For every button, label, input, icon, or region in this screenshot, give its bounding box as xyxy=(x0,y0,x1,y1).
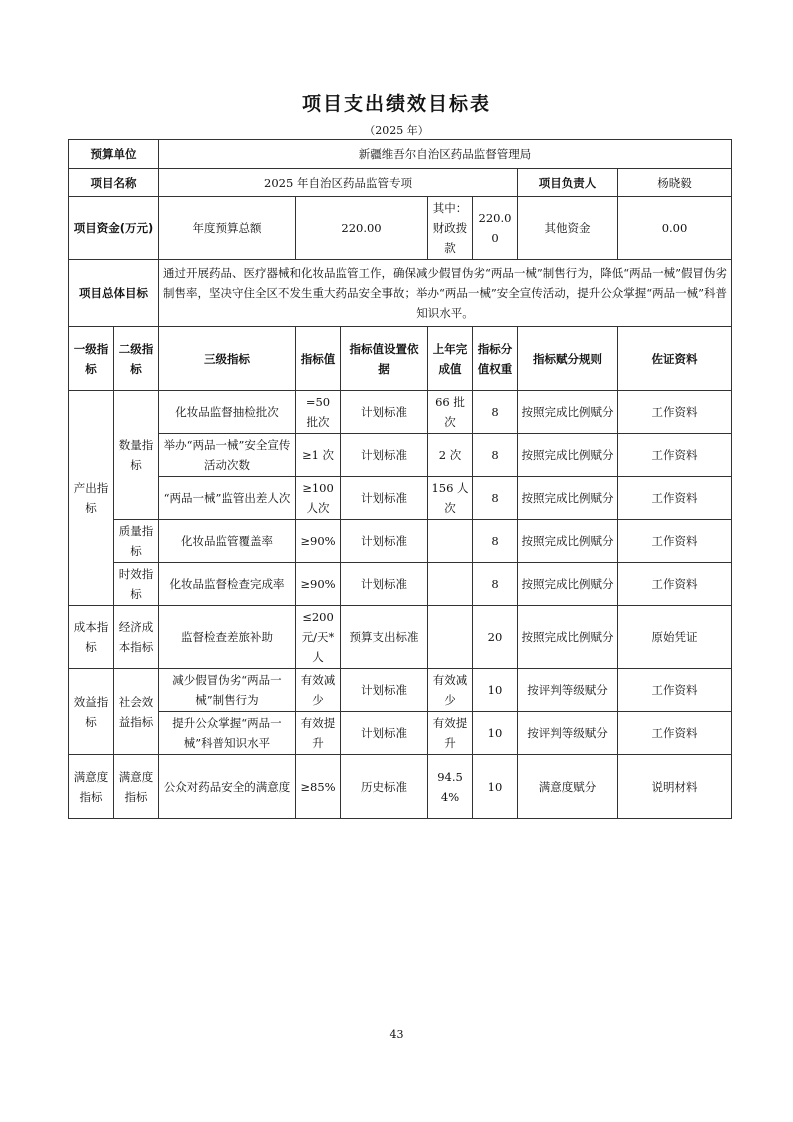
column-header: 指标分值权重 xyxy=(473,327,518,391)
year-subtitle: （2025 年） xyxy=(364,124,429,137)
column-header: 上年完成值 xyxy=(428,327,473,391)
level1-indicator: 成本指标 xyxy=(69,606,114,669)
previous-year-value xyxy=(428,520,473,563)
value-basis: 计划标准 xyxy=(341,520,428,563)
evidence-material: 原始凭证 xyxy=(618,606,732,669)
previous-year-value: 156 人次 xyxy=(428,477,473,520)
table-row xyxy=(69,669,732,712)
evidence-material: 工作资料 xyxy=(618,669,732,712)
indicator-value: 有效减少 xyxy=(296,669,341,712)
indicator-value: ≤200 元/天*人 xyxy=(296,606,341,669)
annual-budget-value: 220.00 xyxy=(296,197,428,260)
indicator-value: 有效提升 xyxy=(296,712,341,755)
indicator-value: ≥85% xyxy=(296,755,341,819)
fiscal-label: 其中：财政拨款 xyxy=(428,197,473,260)
value-basis: 计划标准 xyxy=(341,563,428,606)
value-basis: 计划标准 xyxy=(341,477,428,520)
indicator-value: =50 批次 xyxy=(296,391,341,434)
page-title: 项目支出绩效目标表 xyxy=(301,93,491,115)
score-weight: 10 xyxy=(473,669,518,712)
previous-year-value: 66 批次 xyxy=(428,391,473,434)
project-leader-label: 项目负责人 xyxy=(518,169,618,197)
value-basis: 历史标准 xyxy=(341,755,428,819)
scoring-rule: 按照完成比例赋分 xyxy=(518,606,618,669)
level1-indicator: 效益指标 xyxy=(69,669,114,755)
scoring-rule: 按照完成比例赋分 xyxy=(518,520,618,563)
previous-year-value: 有效提升 xyxy=(428,712,473,755)
score-weight: 8 xyxy=(473,434,518,477)
budget-unit-value: 新疆维吾尔自治区药品监督管理局 xyxy=(159,140,732,169)
score-weight: 10 xyxy=(473,712,518,755)
evidence-material: 工作资料 xyxy=(618,563,732,606)
value-basis: 预算支出标准 xyxy=(341,606,428,669)
column-header: 佐证资料 xyxy=(618,327,732,391)
project-name-label: 项目名称 xyxy=(69,169,159,197)
budget-unit-label: 预算单位 xyxy=(69,140,159,169)
project-name-value: 2025 年自治区药品监管专项 xyxy=(159,169,518,197)
level2-indicator: 数量指标 xyxy=(114,391,159,520)
level3-indicator: “两品一械”监管出差人次 xyxy=(159,477,296,520)
project-leader-value: 杨晓毅 xyxy=(618,169,732,197)
column-header: 一级指标 xyxy=(69,327,114,391)
previous-year-value: 94.54% xyxy=(428,755,473,819)
score-weight: 8 xyxy=(473,477,518,520)
objective-label: 项目总体目标 xyxy=(69,260,159,327)
level3-indicator: 监督检查差旅补助 xyxy=(159,606,296,669)
score-weight: 8 xyxy=(473,563,518,606)
scoring-rule: 满意度赋分 xyxy=(518,755,618,819)
table-row xyxy=(69,606,732,669)
evidence-material: 工作资料 xyxy=(618,712,732,755)
value-basis: 计划标准 xyxy=(341,669,428,712)
level2-indicator: 社会效益指标 xyxy=(114,669,159,755)
evidence-material: 工作资料 xyxy=(618,520,732,563)
table-row xyxy=(69,434,732,477)
indicator-value: ≥1 次 xyxy=(296,434,341,477)
score-weight: 20 xyxy=(473,606,518,669)
evidence-material: 工作资料 xyxy=(618,391,732,434)
fiscal-value: 220.00 xyxy=(473,197,518,260)
indicator-value: ≥90% xyxy=(296,520,341,563)
table-row xyxy=(69,391,732,434)
evidence-material: 说明材料 xyxy=(618,755,732,819)
value-basis: 计划标准 xyxy=(341,434,428,477)
funds-label: 项目资金(万元) xyxy=(69,197,159,260)
column-header: 三级指标 xyxy=(159,327,296,391)
table-row xyxy=(69,712,732,755)
indicator-value: ≥100 人次 xyxy=(296,477,341,520)
other-funds-label: 其他资金 xyxy=(518,197,618,260)
level2-indicator: 质量指标 xyxy=(114,520,159,563)
previous-year-value xyxy=(428,606,473,669)
evidence-material: 工作资料 xyxy=(618,434,732,477)
value-basis: 计划标准 xyxy=(341,712,428,755)
level2-indicator: 经济成本指标 xyxy=(114,606,159,669)
level3-indicator: 提升公众掌握“两品一械”科普知识水平 xyxy=(159,712,296,755)
level3-indicator: 减少假冒伪劣“两品一械”制售行为 xyxy=(159,669,296,712)
indicator-value: ≥90% xyxy=(296,563,341,606)
level1-indicator: 满意度指标 xyxy=(69,755,114,819)
level3-indicator: 化妆品监督检查完成率 xyxy=(159,563,296,606)
score-weight: 8 xyxy=(473,391,518,434)
table-row xyxy=(69,563,732,606)
column-header: 指标值 xyxy=(296,327,341,391)
column-header: 二级指标 xyxy=(114,327,159,391)
other-funds-value: 0.00 xyxy=(618,197,732,260)
previous-year-value: 有效减少 xyxy=(428,669,473,712)
scoring-rule: 按照完成比例赋分 xyxy=(518,477,618,520)
previous-year-value: 2 次 xyxy=(428,434,473,477)
page-number: 43 xyxy=(389,1028,404,1041)
scoring-rule: 按照完成比例赋分 xyxy=(518,434,618,477)
level2-indicator: 满意度指标 xyxy=(114,755,159,819)
level3-indicator: 举办“两品一械”安全宣传活动次数 xyxy=(159,434,296,477)
previous-year-value xyxy=(428,563,473,606)
evidence-material: 工作资料 xyxy=(618,477,732,520)
column-header: 指标值设置依据 xyxy=(341,327,428,391)
scoring-rule: 按评判等级赋分 xyxy=(518,712,618,755)
table-row xyxy=(69,755,732,819)
score-weight: 8 xyxy=(473,520,518,563)
level2-indicator: 时效指标 xyxy=(114,563,159,606)
column-header-row xyxy=(69,327,732,391)
level3-indicator: 化妆品监督抽检批次 xyxy=(159,391,296,434)
score-weight: 10 xyxy=(473,755,518,819)
level3-indicator: 公众对药品安全的满意度 xyxy=(159,755,296,819)
scoring-rule: 按照完成比例赋分 xyxy=(518,391,618,434)
level1-indicator: 产出指标 xyxy=(69,391,114,606)
performance-table xyxy=(68,139,732,819)
value-basis: 计划标准 xyxy=(341,391,428,434)
objective-text: 通过开展药品、医疗器械和化妆品监管工作，确保减少假冒伪劣“两品一械”制售行为，降低“两品一械”假冒伪劣制售率，坚决守住全区不发生重大药品安全事故；举办“两品一械”安全宣传活动，提升公众掌握“两品一械”科普知识水平。 xyxy=(159,260,732,327)
scoring-rule: 按照完成比例赋分 xyxy=(518,563,618,606)
table-row xyxy=(69,477,732,520)
scoring-rule: 按评判等级赋分 xyxy=(518,669,618,712)
table-row xyxy=(69,520,732,563)
column-header: 指标赋分规则 xyxy=(518,327,618,391)
level3-indicator: 化妆品监管覆盖率 xyxy=(159,520,296,563)
annual-budget-label: 年度预算总额 xyxy=(159,197,296,260)
